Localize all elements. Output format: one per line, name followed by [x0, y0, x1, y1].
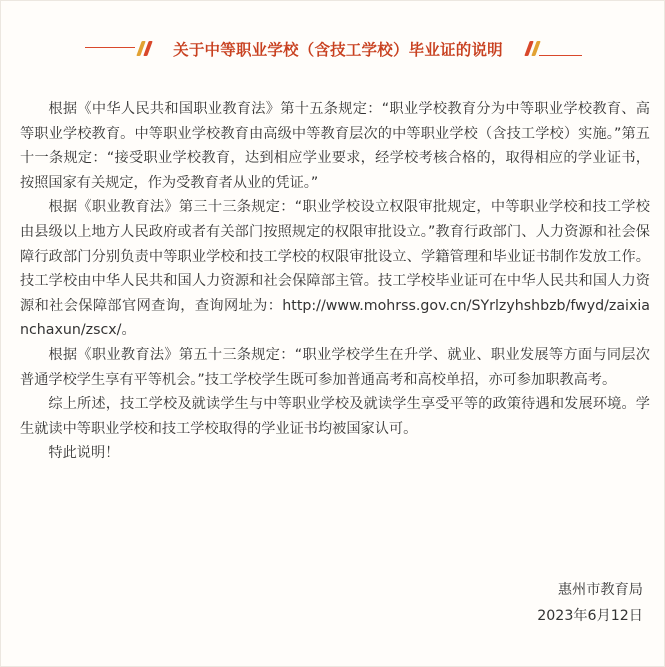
- title-row: [1, 37, 665, 65]
- article-body: [20, 97, 650, 466]
- title-decoration-right-line: [539, 55, 582, 56]
- signature-date: 2023年6月12日: [537, 608, 643, 624]
- closing-statement: 特此说明！: [48, 445, 120, 462]
- signature-organization: 惠州市教育局: [557, 582, 643, 598]
- paragraph-3: 根据《职业教育法》第五十三条规定：“职业学校学生在升学、就业、职业发展等方面与同层次普通学校学生享有平等机会。”技工学校学生既可参加普通高考和高校单招，亦可参加职教高考。: [20, 346, 650, 388]
- paragraph-1: 根据《中华人民共和国职业教育法》第十五条规定：“职业学校教育分为中等职业学校教育、高等职业学校教育。中等职业学校教育由高级中等教育层次的中等职业学校（含技工学校）实施。”第五十一条规定：“接受职业学校教育，达到相应学业要求，经学校考核合格的，取得相应的学业证书，按照国家有关规定，作为受教育者从业的凭证。”: [20, 101, 650, 191]
- paragraph-2: 根据《职业教育法》第三十三条规定：“职业学校设立权限审批规定，中等职业学校和技工学校由县级以上地方人民政府或者有关部门按照规定的权限审批设立。”教育行政部门、人力资源和社会保障行政部门分别负责中等职业学校和技工学校的权限审批设立、学籍管理和毕业证书制作发放工作。技工学校由中华人民共和国人力资源和社会保障部主管。技工学校毕业证可在中华人民共和国人力资源和社会保障部官网查询，查询网址为：http://www.mohrss.gov.cn/SYrlzyhshbzb/fwyd/zaixianchaxun/zscx/。: [20, 199, 650, 339]
- title-decoration-left-line: [85, 47, 135, 48]
- paragraph-4: 综上所述，技工学校及就读学生与中等职业学校及就读学生享受平等的政策待遇和发展环境。学生就读中等职业学校和技工学校取得的学业证书均被国家认可。: [20, 396, 650, 437]
- page-title: 关于中等职业学校（含技工学校）毕业证的说明: [173, 41, 503, 59]
